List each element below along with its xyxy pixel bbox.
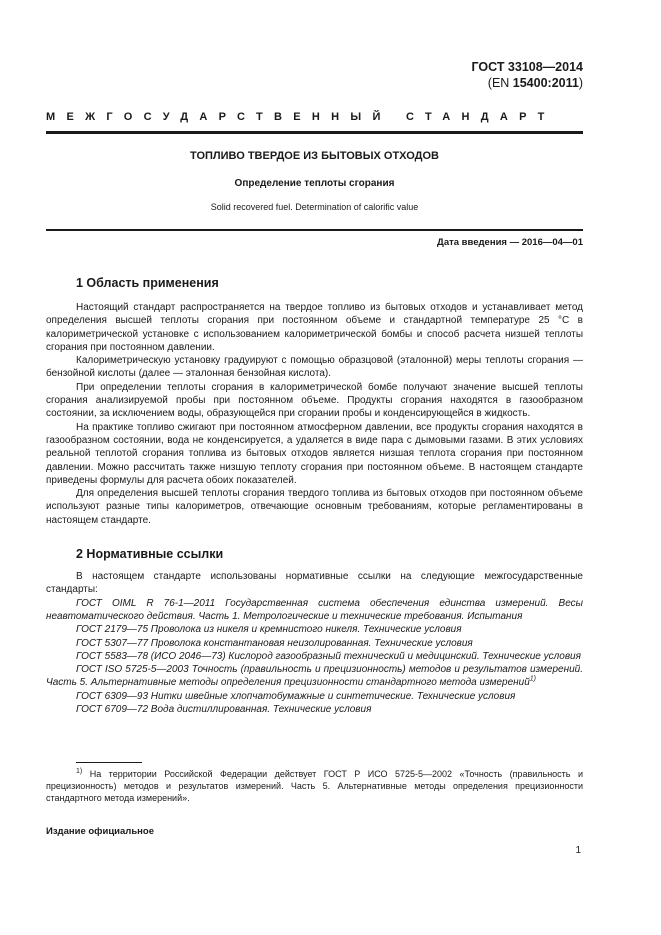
footnote-number: 1) bbox=[76, 768, 83, 775]
title-rule bbox=[46, 229, 583, 231]
introduction-date: Дата введения — 2016—04—01 bbox=[437, 237, 583, 248]
official-edition-label: Издание официальное bbox=[46, 826, 154, 837]
standard-code-block bbox=[471, 59, 583, 91]
normative-reference: ГОСТ OIML R 76-1—2011 Государственная система обеспечения единства измерений. Весы неавтоматического действия. Часть 1. Метрологические и технические требования. Испытания bbox=[46, 597, 583, 622]
normative-reference-with-footnote: ГОСТ ISO 5725-5—2003 Точность (правильность и прецизионность) методов и результатов измерений. Часть 5. Альтернативные методы определения прецизионности стандартного метода измерений$^{1)}$ bbox=[46, 664, 583, 689]
interstate-standard-label: МЕЖГОСУДАРСТВЕННЫЙ СТАНДАРТ bbox=[46, 111, 556, 123]
section-1-paragraph: Калориметрическую установку градуируют с помощью образцовой (эталонной) меры теплоты сгорания — бензойной кислоты (далее — эталонная бензойная кислота). bbox=[46, 355, 583, 380]
section-2-intro: В настоящем стандарте использованы нормативные ссылки на следующие межгосударственные стандарты: bbox=[46, 571, 583, 596]
footnote-rule bbox=[76, 762, 142, 763]
document-title: ТОПЛИВО ТВЕРДОЕ ИЗ БЫТОВЫХ ОТХОДОВ bbox=[190, 150, 439, 162]
header-rule bbox=[46, 131, 583, 134]
section-1-paragraph: При определении теплоты сгорания в калориметрической бомбе получают значение высшей теплоты сгорания анализируемой пробы при постоянном объеме. Продукты сгорания находятся в газообразном состоянии, за исключением воды, образующейся при сгорании пробы и конденсирующейся в жидкость. bbox=[46, 381, 583, 420]
page-number: 1 bbox=[575, 845, 581, 856]
normative-reference: ГОСТ 6309—93 Нитки швейные хлопчатобумажные и синтетические. Технические условия bbox=[76, 690, 516, 702]
section-1-paragraph: Настоящий стандарт распространяется на твердое топливо из бытовых отходов и устанавливает метод определения высшей теплоты сгорания при постоянном объеме и стандартной температуре 25 °С в калориметрической установке с использованием калориметрической бомбы и способ расчета низшей теплоты сгорания при постоянном давлении. bbox=[46, 302, 583, 353]
normative-reference: ГОСТ 2179—75 Проволока из никеля и кремнистого никеля. Технические условия bbox=[76, 624, 462, 636]
section-1-heading: 1 Область применения bbox=[76, 276, 219, 290]
english-title: Solid recovered fuel. Determination of calorific value bbox=[210, 202, 419, 212]
normative-reference: ГОСТ 6709—72 Вода дистиллированная. Технические условия bbox=[76, 704, 372, 716]
footnote-mark[interactable]: 1) bbox=[529, 676, 536, 684]
footnote: $^{1)}$ На территории Российской Федерации действует ГОСТ Р ИСО 5725-5—2002 «Точность (правильность и прецизионность) методов и результатов измерений. Часть 5. Альтернативные методы определения прецизионности стандартного метода измерений». bbox=[46, 768, 583, 803]
document-subtitle: Определение теплоты сгорания bbox=[234, 178, 395, 189]
normative-reference: ГОСТ 5583—78 (ИСО 2046—73) Кислород газообразный технический и медицинский. Технические условия bbox=[76, 650, 581, 662]
section-2-heading: 2 Нормативные ссылки bbox=[76, 547, 224, 562]
en-equivalent: (EN 15400:2011) bbox=[487, 76, 583, 90]
standard-code: ГОСТ 33108—2014 bbox=[471, 60, 583, 74]
normative-reference: ГОСТ 5307—77 Проволока константановая неизолированная. Технические условия bbox=[76, 637, 473, 649]
section-1-paragraph: Для определения высшей теплоты сгорания твердого топлива из бытовых отходов при постоянном объеме используют разные типы калориметров, отвечающие основным требованиям, которые регламентированы в настоящем стандарте. bbox=[46, 488, 583, 526]
document-body bbox=[46, 276, 583, 716]
section-1-paragraph: На практике топливо сжигают при постоянном атмосферном давлении, все продукты сгорания находятся в газообразном состоянии, вода не конденсируется, а удаляется в виде пара с дымовыми газами. В этих условиях реальной теплотой сгорания топлива из бытовых отходов является низшая теплота сгорания при постоянном давлении. Можно рассчитать также низшую теплоту сгорания при постоянном объеме. В настоящем стандарте приведены формулы для расчета обоих показателей. bbox=[46, 421, 583, 486]
en-code: 15400:2011 bbox=[512, 76, 579, 90]
